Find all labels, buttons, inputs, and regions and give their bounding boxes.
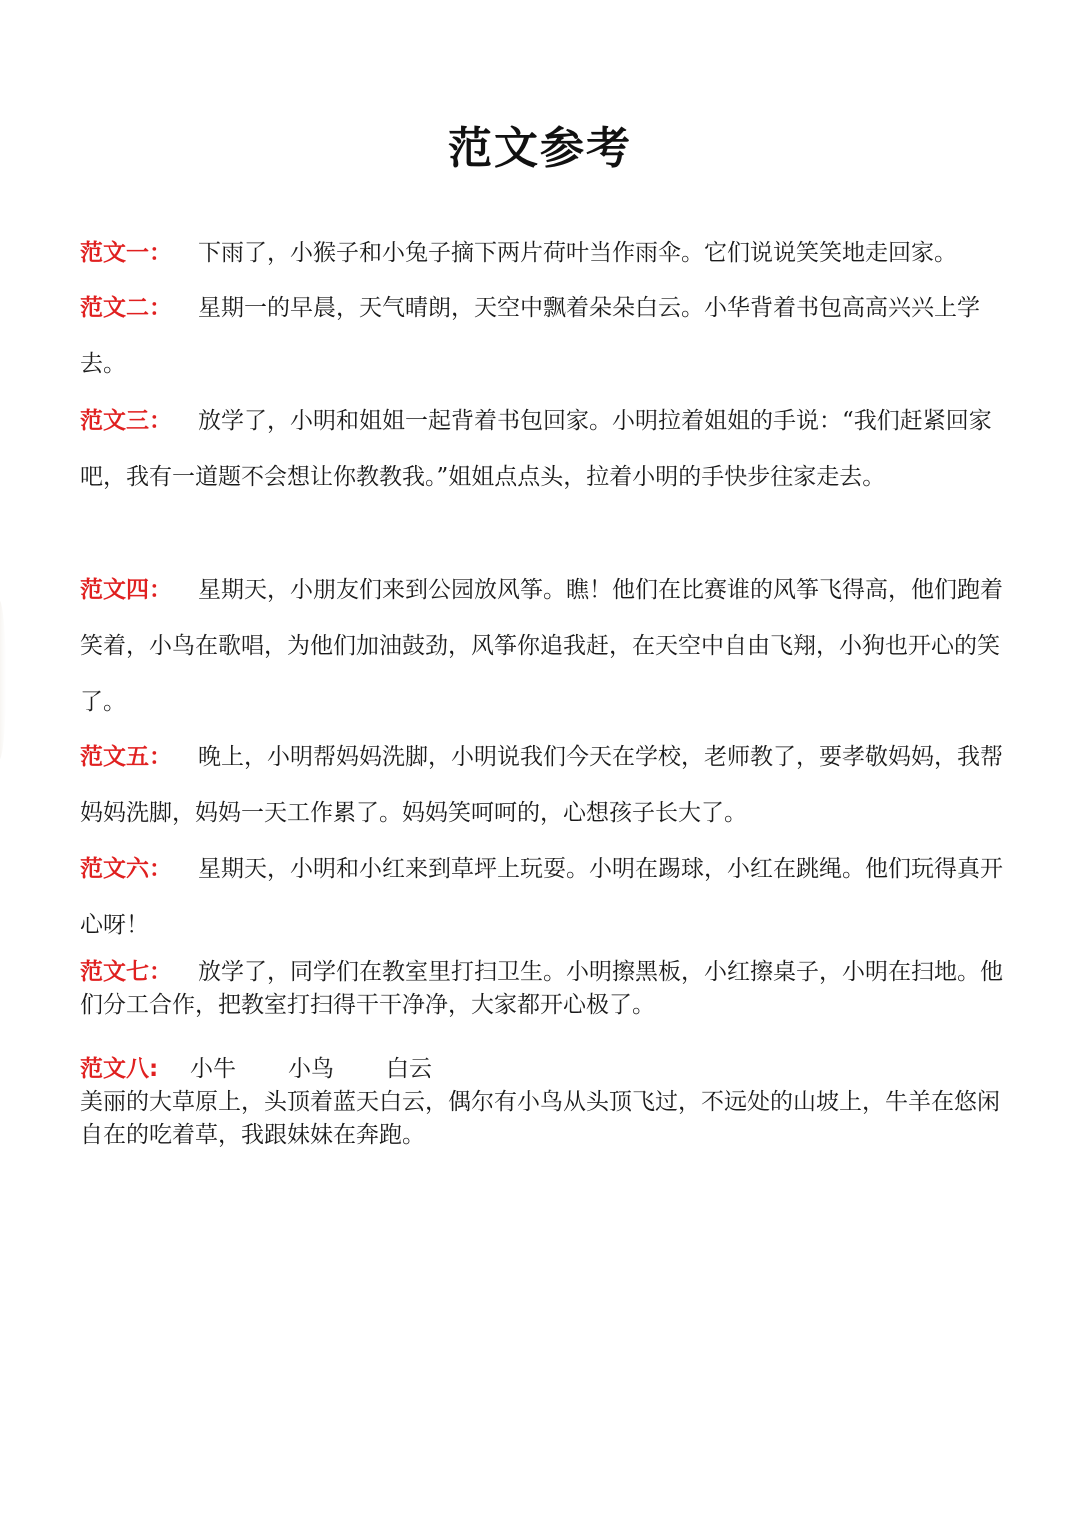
essay-label: 范文四：	[80, 577, 172, 603]
page-title: 范文参考	[448, 123, 632, 174]
essay-label: 范文八:	[80, 1056, 159, 1082]
essay-label: 范文二：	[80, 295, 172, 321]
essay-text: 美丽的大草原上，头顶着蓝天白云，偶尔有小鸟从头顶飞过，不远处的山坡上，牛羊在悠闲自在的吃着草，我跟妹妹在奔跑。	[80, 1089, 1000, 1148]
essay-2	[80, 280, 1005, 392]
essay-text: 下雨了，小猴子和小兔子摘下两片荷叶当作雨伞。它们说说笑笑地走回家。	[198, 240, 957, 266]
essay-label: 范文五：	[80, 744, 172, 770]
essay-6	[80, 841, 1005, 953]
keyword: 小鸟	[288, 1056, 334, 1082]
essay-text: 放学了，小明和姐姐一起背着书包回家。小明拉着姐姐的手说：“我们赶紧回家吧，我有一道题不会想让你教教我。”姐姐点点头，拉着小明的手快步往家走去。	[80, 408, 992, 490]
essay-text: 星期天，小明和小红来到草坪上玩耍。小明在踢球，小红在跳绳。他们玩得真开心呀！	[80, 856, 1003, 938]
page-edge-decoration	[0, 600, 6, 760]
essay-text: 星期一的早晨，天气晴朗，天空中飘着朵朵白云。小华背着书包高高兴兴上学去。	[80, 295, 980, 377]
keyword: 白云	[386, 1056, 432, 1082]
keyword: 小牛	[190, 1056, 236, 1082]
keyword-list	[190, 1053, 484, 1086]
essay-label: 范文一：	[80, 240, 172, 266]
essay-text: 放学了，同学们在教室里打扫卫生。小明擦黑板，小红擦桌子，小明在扫地。他们分工合作，把教室打扫得干干净净，大家都开心极了。	[80, 959, 1003, 1018]
essay-text: 晚上，小明帮妈妈洗脚，小明说我们今天在学校，老师教了，要孝敬妈妈，我帮妈妈洗脚，妈妈一天工作累了。妈妈笑呵呵的，心想孩子长大了。	[80, 744, 1003, 826]
essay-4	[80, 562, 1005, 730]
essay-text: 星期天，小朋友们来到公园放风筝。瞧！他们在比赛谁的风筝飞得高，他们跑着笑着，小鸟在歌唱，为他们加油鼓劲，风筝你追我赶，在天空中自由飞翔，小狗也开心的笑了。	[80, 577, 1003, 715]
essay-label: 范文七：	[80, 959, 172, 985]
essay-8-header	[80, 1053, 1005, 1086]
essay-label: 范文三：	[80, 408, 172, 434]
essay-7	[80, 956, 1005, 1022]
essay-5	[80, 729, 1005, 841]
essay-8	[80, 1053, 1005, 1152]
essay-1	[80, 225, 1005, 281]
essay-3	[80, 393, 1005, 505]
essay-label: 范文六：	[80, 856, 172, 882]
